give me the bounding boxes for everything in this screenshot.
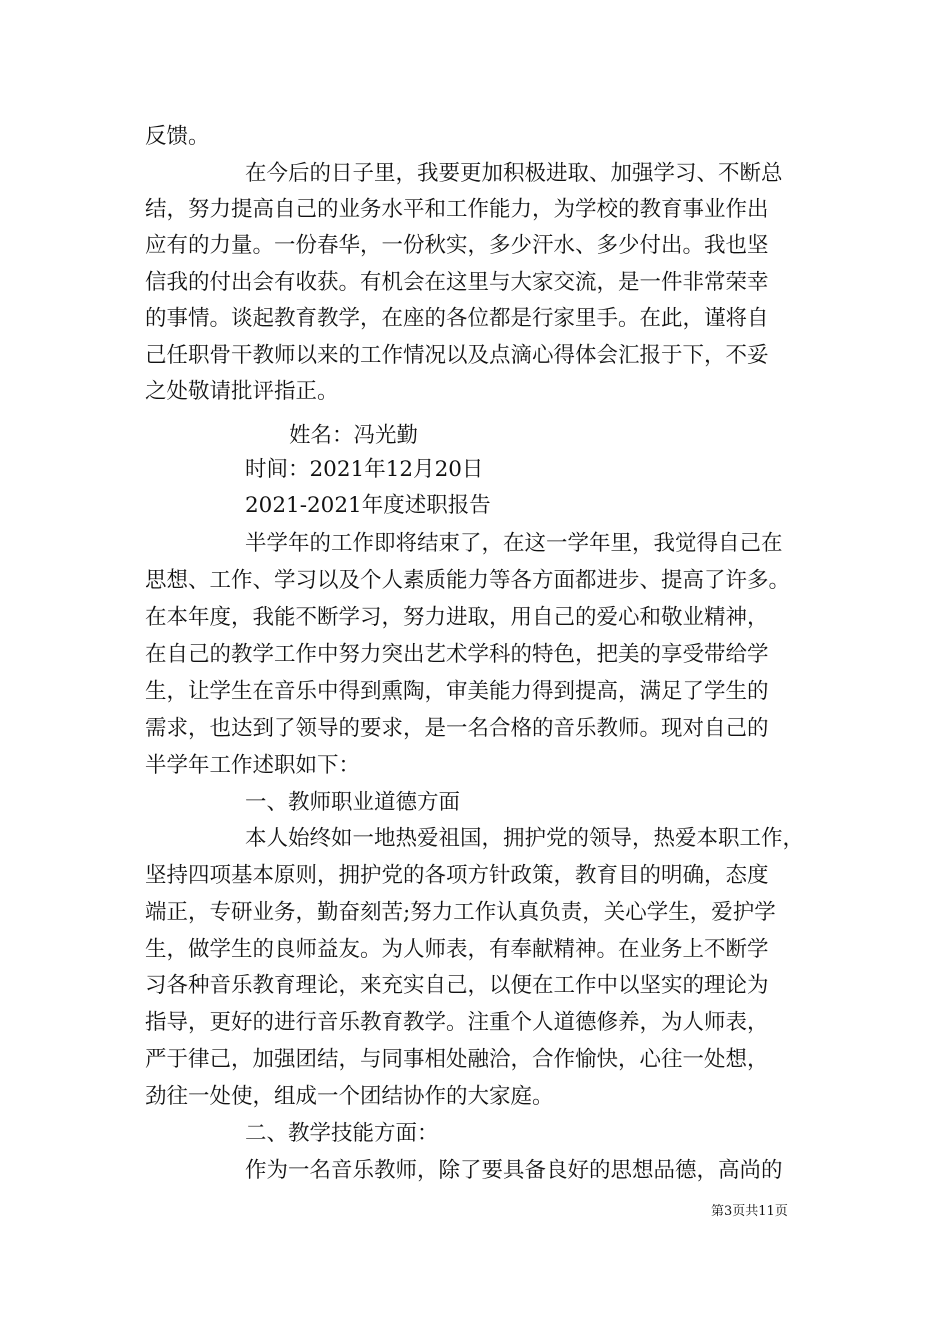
text-line: 在本年度，我能不断学习，努力进取，用自己的爱心和敬业精神， bbox=[145, 605, 769, 630]
report-date: 时间：2021年12月20日 bbox=[245, 457, 484, 482]
text-line: 反馈。 bbox=[145, 124, 210, 149]
text-line: 的事情。谈起教育教学，在座的各位都是行家里手。在此，谨将自 bbox=[145, 306, 769, 331]
paragraph-start-line: 在今后的日子里，我要更加积极进取、加强学习、不断总 bbox=[245, 161, 783, 186]
page-number-footer: 第3页共11页 bbox=[711, 1204, 788, 1219]
text-line: 习各种音乐教育理论，来充实自己，以便在工作中以坚实的理论为 bbox=[145, 973, 769, 998]
paragraph-start-line: 半学年的工作即将结束了，在这一学年里，我觉得自己在 bbox=[245, 531, 783, 556]
text-line: 需求，也达到了领导的要求，是一名合格的音乐教师。现对自己的 bbox=[145, 716, 769, 741]
text-line: 生，做学生的良师益友。为人师表，有奉献精神。在业务上不断学 bbox=[145, 937, 769, 962]
text-line: 劲往一处使，组成一个团结协作的大家庭。 bbox=[145, 1084, 554, 1109]
author-name: 姓名：冯光勤 bbox=[289, 423, 419, 448]
text-line: 端正，专研业务，勤奋刻苦;努力工作认真负责，关心学生，爱护学 bbox=[145, 900, 776, 925]
paragraph-start-line: 本人始终如一地热爱祖国，拥护党的领导，热爱本职工作， bbox=[245, 826, 805, 851]
text-line: 之处敬请批评指正。 bbox=[145, 379, 339, 404]
section-heading: 一、教师职业道德方面 bbox=[245, 790, 461, 815]
text-line: 结，努力提高自己的业务水平和工作能力，为学校的教育事业作出 bbox=[145, 197, 769, 222]
report-title: 2021-2021年度述职报告 bbox=[245, 493, 491, 518]
text-line: 指导，更好的进行音乐教育教学。注重个人道德修养，为人师表， bbox=[145, 1010, 769, 1035]
section-heading: 二、教学技能方面： bbox=[245, 1121, 439, 1146]
text-line: 生，让学生在音乐中得到熏陶，审美能力得到提高，满足了学生的 bbox=[145, 679, 769, 704]
text-line: 己任职骨干教师以来的工作情况以及点滴心得体会汇报于下，不妥 bbox=[145, 343, 769, 368]
text-line: 应有的力量。一份春华，一份秋实，多少汗水、多少付出。我也坚 bbox=[145, 233, 769, 258]
text-line: 信我的付出会有收获。有机会在这里与大家交流，是一件非常荣幸 bbox=[145, 270, 769, 295]
text-line: 思想、工作、学习以及个人素质能力等各方面都进步、提高了许多。 bbox=[145, 568, 791, 593]
text-line: 坚持四项基本原则，拥护党的各项方针政策，教育目的明确，态度 bbox=[145, 863, 769, 888]
text-line: 在自己的教学工作中努力突出艺术学科的特色，把美的享受带给学 bbox=[145, 642, 769, 667]
text-line: 半学年工作述职如下： bbox=[145, 753, 361, 778]
text-line: 严于律己，加强团结，与同事相处融洽，合作愉快，心往一处想， bbox=[145, 1047, 769, 1072]
paragraph-start-line: 作为一名音乐教师，除了要具备良好的思想品德，高尚的 bbox=[245, 1158, 783, 1183]
